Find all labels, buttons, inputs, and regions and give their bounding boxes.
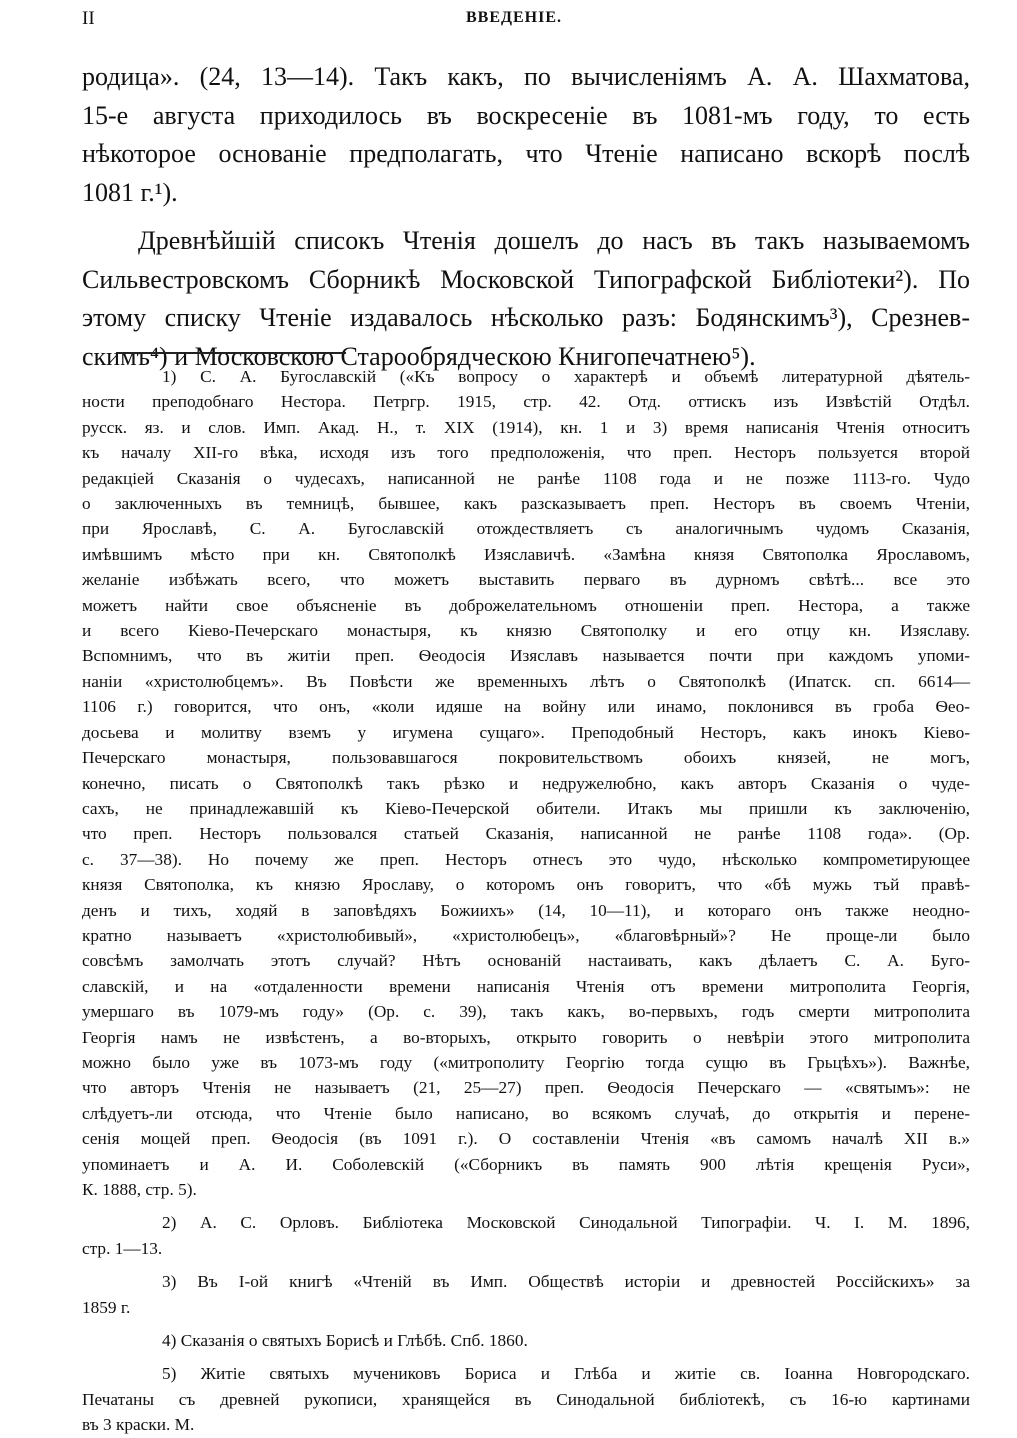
footnote-2 (82, 1210, 970, 1261)
footnote-line: 5) Житіе святыхъ мучениковъ Бориса и Глѣба и житіе св. Іоанна Новгородскаго. (162, 1364, 970, 1384)
footnote-line: что преп. Несторъ пользовался статьей Сказанія, написанной не ранѣе 1108 года». (Ор. (82, 824, 970, 844)
footnote-line: К. 1888, стр. 5). (82, 1180, 197, 1199)
footnote-5 (82, 1361, 970, 1437)
paragraph-1 (82, 58, 970, 212)
footnote-1 (82, 364, 970, 1202)
footnote-line: Георгія намъ не извѣстенъ, а во-вторыхъ, открыто говорить о невѣріи этого митрополита (82, 1027, 970, 1047)
text-line: родица». (24, 13—14). Такъ какъ, по вычисленіямъ А. А. Шахматова, (82, 62, 970, 91)
footnote-line: наніи «христолюбцемъ». Въ Повѣсти же временныхъ лѣтъ о Святополкѣ (Ипатск. сп. 6614— (82, 671, 970, 691)
footnotes (82, 364, 970, 1438)
footnote-line: что авторъ Чтенія не называетъ (21, 25—27) преп. Ѳеодосія Печерскаго — «святымъ»: не (82, 1078, 970, 1098)
footnote-line: сенія мощей преп. Ѳеодосія (въ 1091 г.). О составленіи Чтенія «въ самомъ началѣ XII в.» (82, 1129, 970, 1149)
footnote-line: ности преподобнаго Нестора. Петргр. 1915, стр. 42. Отд. оттискъ изъ Извѣстій Отдѣл. (82, 392, 970, 412)
footnote-line: славскій, и на «отдаленности времени написанія Чтенія отъ времени митрополита Георгія, (82, 976, 970, 996)
footnote-line: 4) Сказанія о святыхъ Борисѣ и Глѣбѣ. Спб. 1860. (162, 1331, 528, 1351)
page-number: II (82, 8, 95, 29)
main-text (82, 58, 970, 376)
footnote-line: Печатаны съ древней рукописи, хранящейся въ Синодальной библіотекѣ, съ 16-ю картинами (82, 1389, 970, 1409)
footnote-line: сахъ, не принадлежавшій къ Кіево-Печерской обители. Итакъ мы пришли къ заключенію, (82, 798, 970, 818)
footnote-line: въ 3 краски. М. (82, 1415, 195, 1435)
footnote-line: о заключенныхъ въ темницѣ, бывшее, какъ разсказываетъ преп. Несторъ въ своемъ Чтеніи, (82, 494, 970, 514)
footnote-line: желаніе избѣжать всего, что можетъ выставить перваго въ дурномъ свѣтѣ... все это (82, 570, 970, 590)
footnote-line: князя Святополка, къ князю Ярославу, о которомъ онъ говоритъ, что «бѣ мужь тъй правѣ- (82, 875, 970, 895)
text-line: Древнѣйшій списокъ Чтенія дошелъ до насъ въ такъ называемомъ (138, 226, 970, 255)
footnote-line: упоминаетъ и А. И. Соболевскій («Сборникъ въ память 900 лѣтія крещенія Руси», (82, 1154, 970, 1174)
text-line: скимъ⁴) и Московскою Старообрядческою Книгопечатнею⁵). (82, 341, 756, 371)
footnote-line: 1859 г. (82, 1297, 131, 1317)
footnote-3 (82, 1269, 970, 1320)
footnote-line: 2) А. С. Орловъ. Библіотека Московской Синодальной Типографіи. Ч. I. М. 1896, (162, 1213, 970, 1233)
footnote-line: русск. яз. и слов. Имп. Акад. Н., т. XIX (1914), кн. 1 и 3) время написанія Чтенія относитъ (82, 417, 970, 437)
footnote-line: можно было уже въ 1073-мъ году («митрополиту Георгію тогда сущю въ Грьцѣхъ»). Важнѣе, (82, 1052, 970, 1072)
footnote-line: 1106 г.) говорится, что онъ, «коли идяше на войну или инамо, поклонився въ гроба Ѳео- (82, 697, 970, 717)
footnote-line: 3) Въ I-ой книгѣ «Чтеній въ Имп. Обществѣ исторіи и древностей Россійскихъ» за (162, 1272, 970, 1292)
page-header (60, 8, 968, 32)
footnote-line: можетъ найти свое объясненіе въ доброжелательномъ отношеніи преп. Нестора, а также (82, 595, 970, 615)
footnote-line: редакціей Сказанія о чудесахъ, написанной не ранѣе 1108 года и не позже 1113-го. Чудо (82, 468, 970, 488)
text-line: 15-е августа приходилось въ воскресеніе въ 1081-мъ году, то есть (82, 100, 970, 130)
footnote-line: денъ и тихъ, ходяй в заповѣдяхъ Божиихъ» (14, 10—11), и котораго онъ также неодно- (82, 900, 970, 920)
footnote-line: къ началу XII-го вѣка, исходя изъ того предположенія, что преп. Несторъ пользуется второй (82, 443, 970, 463)
footnote-line: слѣдуетъ-ли отсюда, что Чтеніе было написано, во всякомъ случаѣ, до открытія и перене- (82, 1103, 970, 1123)
footnote-line: конечно, писать о Святополкѣ такъ рѣзко и недружелюбно, какъ авторъ Сказанія о чуде- (82, 773, 970, 793)
text-line: нѣкоторое основаніе предполагать, что Чтеніе написано вскорѣ послѣ (82, 139, 970, 168)
footnote-line: совсѣмъ замолчать этотъ случай? Нѣтъ основаній настаивать, какъ дѣлаетъ С. А. Буго- (82, 951, 970, 971)
footnote-line: кратно называетъ «христолюбивый», «христолюбецъ», «благовѣрный»? Не проще-ли было (82, 925, 970, 945)
footnote-line: имѣвшимъ мѣсто при кн. Святополкѣ Изяславичѣ. «Замѣна князя Святополка Ярославомъ, (82, 544, 970, 564)
footnote-line: Вспомнимъ, что въ житіи преп. Ѳеодосія Изяславъ называется почти при каждомъ упоми- (82, 646, 970, 666)
footnote-separator (116, 352, 346, 354)
footnote-line: досьева и молитву вземъ у игумена сущаго». Преподобный Несторъ, какъ инокъ Кіево- (82, 722, 970, 742)
footnote-line: умершаго въ 1079-мъ году» (Ор. с. 39), такъ какъ, во-первыхъ, годъ смерти митрополита (82, 1002, 970, 1022)
footnote-line: Печерскаго монастыря, пользовавшагося покровительствомъ обоихъ князей, не могъ, (82, 748, 970, 768)
footnote-line: стр. 1—13. (82, 1238, 163, 1258)
footnote-4 (82, 1328, 970, 1353)
text-line: Сильвестровскомъ Сборникѣ Московской Типографской Библіотеки²). По (82, 264, 970, 294)
text-line: 1081 г.¹). (82, 177, 178, 207)
footnote-line: с. 37—38). Но почему же преп. Несторъ отнесъ это чудо, нѣсколько компрометирующее (82, 849, 970, 869)
footnote-line: и всего Кіево-Печерскаго монастыря, къ князю Святополку и его отцу кн. Изяславу. (82, 621, 970, 641)
text-line: этому списку Чтеніе издавалось нѣсколько разъ: Бодянскимъ³), Срезнев- (82, 303, 970, 332)
running-head: ВВЕДЕНІЕ. (465, 9, 563, 26)
footnote-line: 1) С. А. Бугославскій («Къ вопросу о характерѣ и объемѣ литературной дѣятель- (162, 367, 970, 386)
footnote-line: при Ярославѣ, С. А. Бугославскій отождествляетъ съ аналогичнымъ чудомъ Сказанія, (82, 519, 970, 539)
